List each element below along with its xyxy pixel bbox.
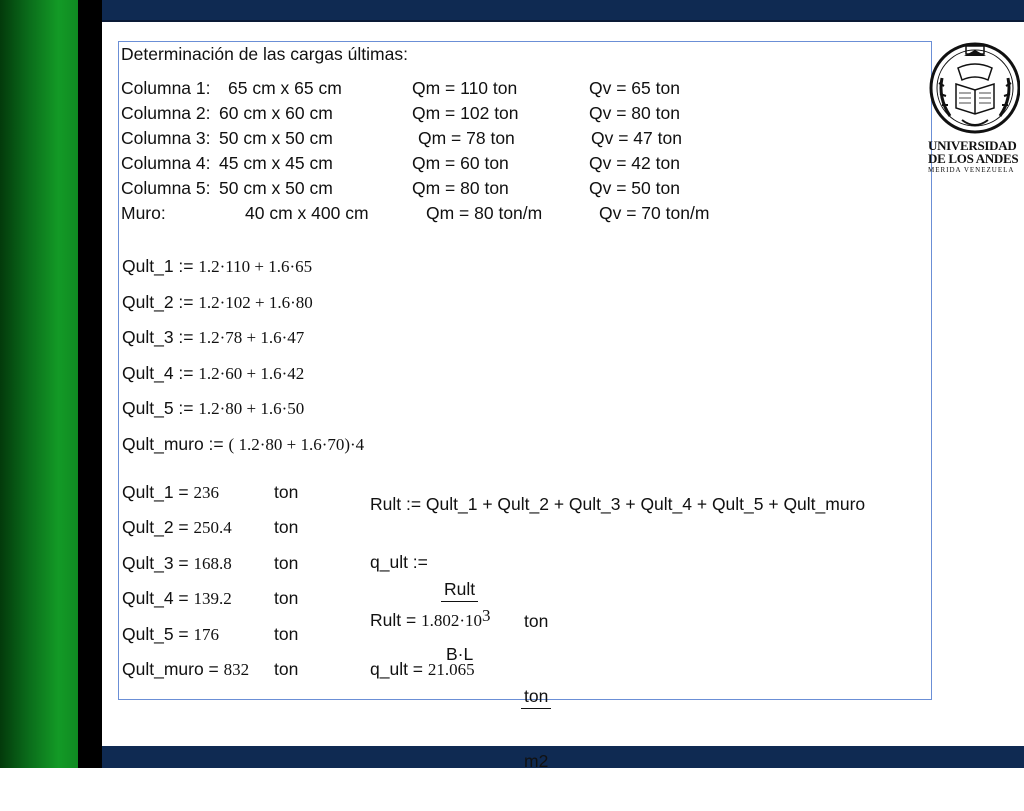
result-lhs: Qult_3 = [122, 553, 189, 573]
row-qv: Qv = 80 ton [589, 103, 680, 123]
result-value: 236 [193, 483, 220, 502]
row-name: Columna 1: [121, 78, 211, 98]
result-lhs: Qult_muro = [122, 659, 219, 679]
rult-result-mantissa: 1.802·10 [421, 611, 482, 630]
row-qv: Qv = 42 ton [589, 153, 680, 173]
row-qv: Qv = 50 ton [589, 178, 680, 198]
definition-line [122, 434, 364, 455]
row-qm: Qm = 78 ton [418, 128, 515, 148]
row-qm: Qm = 60 ton [412, 153, 509, 173]
definition-line [122, 327, 304, 348]
rult-result-exponent: 3 [482, 606, 491, 625]
result-lhs: Qult_4 = [122, 588, 189, 608]
row-name: Columna 2: [121, 103, 211, 123]
result-unit: ton [274, 553, 299, 573]
rult-result [370, 606, 491, 631]
definition-line [122, 363, 304, 384]
row-qv: Qv = 47 ton [591, 128, 682, 148]
row-qm: Qm = 102 ton [412, 103, 519, 123]
definition-rhs: 1.2·102 + 1.6·80 [198, 293, 313, 312]
qult-result-lhs: q_ult = [370, 659, 424, 679]
left-black-bar [78, 0, 102, 768]
definition-lhs: Qult_2 := [122, 292, 194, 312]
row-dims: 45 cm x 45 cm [219, 153, 333, 173]
row-dims: 40 cm x 400 cm [245, 203, 369, 223]
row-qm: Qm = 110 ton [412, 78, 518, 98]
rult-result-unit: ton [524, 611, 549, 631]
logo-line-3: MERIDA VENEZUELA [928, 166, 1015, 174]
result-value: 832 [223, 660, 250, 679]
result-unit: ton [274, 482, 299, 502]
qult-unit-fraction [521, 646, 551, 811]
logo-line-2: DE LOS ANDES [928, 151, 1019, 166]
university-logo [928, 38, 1020, 180]
definition-line [122, 292, 313, 313]
row-name: Columna 3: [121, 128, 211, 148]
result-value: 168.8 [193, 554, 232, 573]
definition-rhs: ( 1.2·80 + 1.6·70)·4 [228, 435, 365, 454]
qult-result [370, 659, 475, 680]
row-name: Columna 5: [121, 178, 211, 198]
row-name: Columna 4: [121, 153, 211, 173]
qult-result-value: 21.065 [427, 660, 475, 679]
result-lhs: Qult_1 = [122, 482, 189, 502]
result-value: 250.4 [193, 518, 232, 537]
definition-rhs: 1.2·80 + 1.6·50 [198, 399, 305, 418]
row-dims: 50 cm x 50 cm [219, 178, 333, 198]
bottom-navy-band [102, 746, 1024, 768]
result-line [122, 482, 219, 503]
definition-lhs: Qult_4 := [122, 363, 194, 383]
result-line [122, 517, 232, 538]
row-qv: Qv = 65 ton [589, 78, 680, 98]
definition-rhs: 1.2·60 + 1.6·42 [198, 364, 305, 383]
definition-line [122, 398, 304, 419]
result-unit: ton [274, 588, 299, 608]
result-unit: ton [274, 659, 299, 679]
qult-definition-lhs: q_ult := [370, 552, 428, 572]
row-dims: 65 cm x 65 cm [228, 78, 342, 98]
top-navy-band [102, 0, 1024, 22]
definition-lhs: Qult_1 := [122, 256, 194, 276]
result-line [122, 588, 232, 609]
result-lhs: Qult_2 = [122, 517, 189, 537]
fraction-denominator: B·L [445, 644, 474, 664]
logo-line-1: UNIVERSIDAD [928, 138, 1017, 153]
result-value: 176 [193, 625, 220, 644]
definition-lhs: Qult_3 := [122, 327, 194, 347]
row-qv: Qv = 70 ton/m [599, 203, 710, 223]
definition-rhs: 1.2·78 + 1.6·47 [198, 328, 305, 347]
result-line [122, 659, 249, 680]
fraction-numerator: Rult [441, 579, 478, 602]
row-dims: 60 cm x 60 cm [219, 103, 333, 123]
sheet-title: Determinación de las cargas últimas: [121, 44, 408, 64]
result-line [122, 553, 232, 574]
result-unit: ton [274, 517, 299, 537]
row-qm: Qm = 80 ton/m [426, 203, 543, 223]
row-name: Muro: [121, 203, 166, 223]
result-line [122, 624, 219, 645]
definition-line [122, 256, 312, 277]
row-dims: 50 cm x 50 cm [219, 128, 333, 148]
result-unit: ton [274, 624, 299, 644]
definition-rhs: 1.2·110 + 1.6·65 [198, 257, 313, 276]
university-seal-icon [928, 38, 1020, 138]
rult-definition: Rult := Qult_1 + Qult_2 + Qult_3 + Qult_4 + Qult_5 + Qult_muro [370, 494, 866, 514]
definition-lhs: Qult_muro := [122, 434, 224, 454]
unit-denominator: m2 [524, 751, 549, 771]
definition-lhs: Qult_5 := [122, 398, 194, 418]
left-green-bar [0, 0, 78, 768]
result-value: 139.2 [193, 589, 232, 608]
row-qm: Qm = 80 ton [412, 178, 509, 198]
unit-numerator: ton [521, 686, 551, 709]
rult-result-lhs: Rult = [370, 610, 417, 630]
result-lhs: Qult_5 = [122, 624, 189, 644]
calculation-sheet [118, 41, 932, 771]
